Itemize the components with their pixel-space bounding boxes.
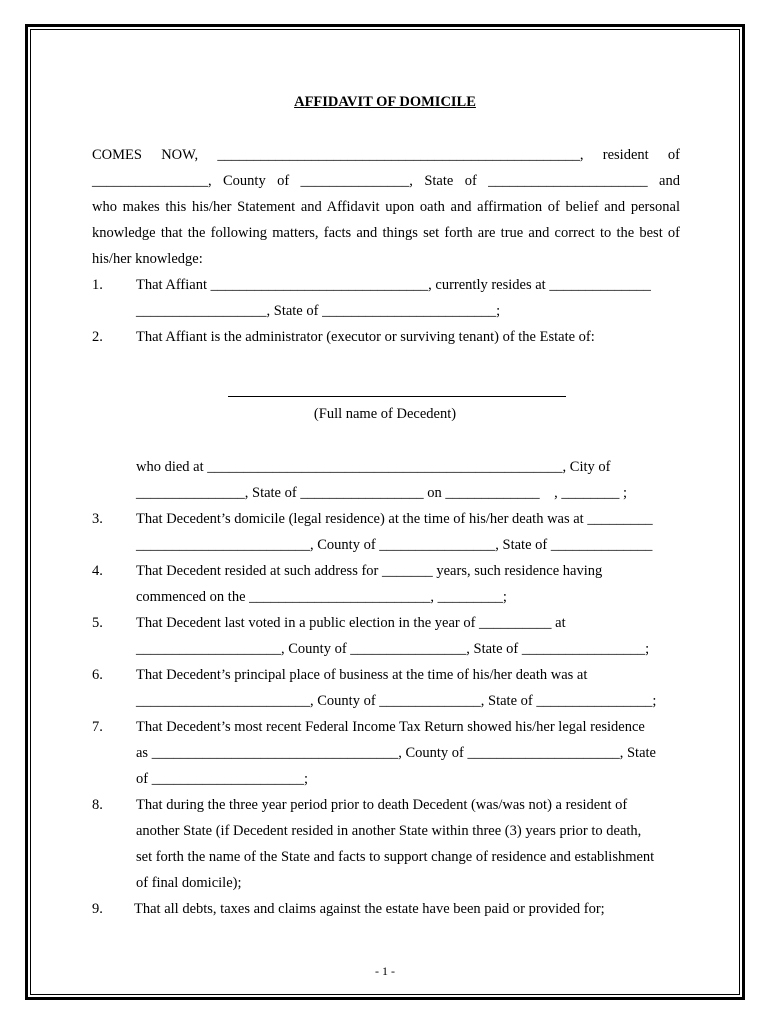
- item-9-line-1: That all debts, taxes and claims against the estate have been paid or provided for;: [134, 901, 605, 917]
- item-7-line-3: of _____________________;: [136, 771, 308, 787]
- item-7-line-2: as __________________________________, County of _____________________, State: [136, 745, 656, 761]
- item-5-line-1: That Decedent last voted in a public election in the year of __________ at: [136, 615, 566, 631]
- item-6-line-2: ________________________, County of ______________, State of ________________;: [136, 693, 657, 709]
- item-8-number: 8.: [92, 797, 103, 813]
- item-8-line-4: of final domicile);: [136, 875, 242, 891]
- item-1-line-2: __________________, State of ________________________;: [136, 303, 501, 319]
- item-2-line-1: That Affiant is the administrator (executor or surviving tenant) of the Estate of:: [136, 329, 595, 345]
- item-5-number: 5.: [92, 615, 103, 631]
- item-6-line-1: That Decedent’s principal place of business at the time of his/her death was at: [136, 667, 588, 683]
- item-2-number: 2.: [92, 329, 103, 345]
- item-8-line-3: set forth the name of the State and facts to support change of residence and establishment: [136, 849, 655, 865]
- item-4-line-1: That Decedent resided at such address for _______ years, such residence having: [136, 563, 603, 579]
- intro-line-3: who makes this his/her Statement and Affidavit upon oath and affirmation of belief and personal: [92, 199, 680, 215]
- item-5-line-2: ____________________, County of ________________, State of _________________;: [136, 641, 650, 657]
- died-line-2: _______________, State of _________________ on _____________ , ________ ;: [136, 485, 627, 501]
- died-line-1: who died at _________________________________________________, City of: [136, 459, 611, 475]
- decedent-name-line: [228, 396, 566, 397]
- item-7-line-1: That Decedent’s most recent Federal Income Tax Return showed his/her legal residence: [136, 719, 645, 735]
- decedent-caption: (Full name of Decedent): [313, 406, 457, 422]
- item-3-line-2: ________________________, County of ________________, State of ______________: [136, 537, 653, 553]
- intro-line-5: his/her knowledge:: [92, 251, 203, 267]
- item-8-line-2: another State (if Decedent resided in another State within three (3) years prior to death,: [136, 823, 642, 839]
- item-4-number: 4.: [92, 563, 103, 579]
- page-number: - 1 -: [375, 964, 395, 978]
- intro-line-4: knowledge that the following matters, facts and things set forth are true and correct to the best of: [92, 225, 680, 241]
- item-8-line-1: That during the three year period prior to death Decedent (was/was not) a resident of: [136, 797, 628, 813]
- item-9-number: 9.: [92, 901, 103, 917]
- item-6-number: 6.: [92, 667, 103, 683]
- item-4-line-2: commenced on the _________________________, _________;: [136, 589, 507, 605]
- item-7-number: 7.: [92, 719, 103, 735]
- item-1-line-1: That Affiant ______________________________, currently resides at ______________: [136, 277, 651, 293]
- item-3-line-1: That Decedent’s domicile (legal residence) at the time of his/her death was at _________: [136, 511, 653, 527]
- item-3-number: 3.: [92, 511, 103, 527]
- document-title: AFFIDAVIT OF DOMICILE: [294, 94, 476, 110]
- intro-line-1: COMES NOW, __________________________________________________, resident of: [92, 147, 680, 163]
- intro-line-2: ________________, County of _______________, State of ______________________ and: [92, 173, 680, 189]
- item-1-number: 1.: [92, 277, 103, 293]
